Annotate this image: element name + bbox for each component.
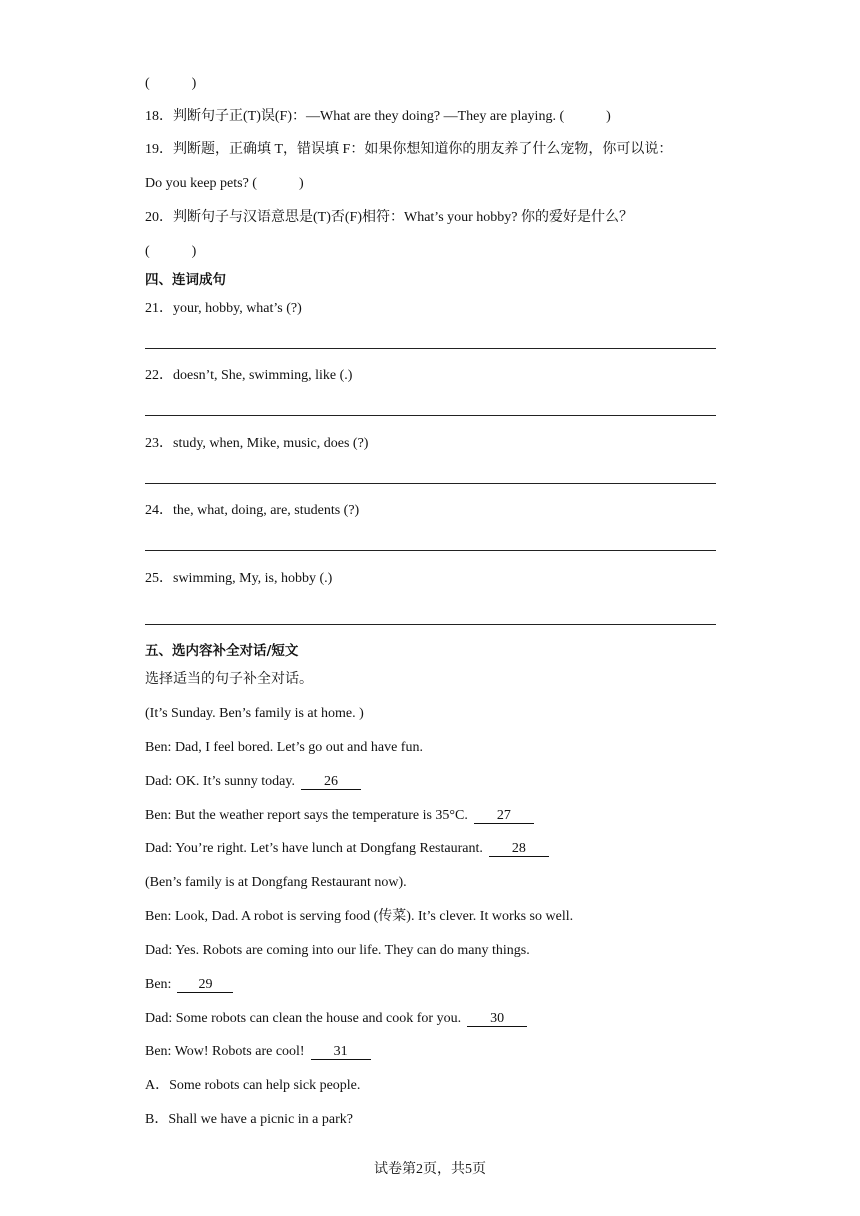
option-a: A．Some robots can help sick people. [145,1078,361,1093]
question-24: 24．the, what, doing, are, students (?) [145,503,360,518]
section-5-title: 五、选内容补全对话/短文 [145,643,299,659]
dialogue-line [145,739,423,757]
blank-27[interactable]: 27 [474,808,534,824]
dialogue-text: Dad: Yes. Robots are coming into our life. They can do many things. [145,943,530,958]
dialogue-text: Dad: OK. It’s sunny today. [145,774,295,789]
dialogue-text: Ben: But the weather report says the temperature is 35°C. [145,808,468,823]
section-4-title: 四、连词成句 [145,272,226,288]
dialogue-text: Ben: Look, Dad. A robot is serving food (传菜). It’s clever. It works so well. [145,909,574,924]
page-footer: 试卷第2页，共5页 [374,1162,486,1177]
dialogue-line [145,908,573,926]
question-20-line-2: ( ) [145,244,197,259]
answer-parentheses: ( ) [145,76,197,91]
answer-line-22[interactable] [145,415,716,416]
dialogue-text: Dad: You’re right. Let’s have lunch at Dongfang Restaurant. [145,841,483,856]
question-18: 18．判断句子正(T)误(F)：—What are they doing? —They are playing. ( ) [145,109,611,124]
question-23: 23．study, when, Mike, music, does (?) [145,436,369,451]
question-19-line-1: 19．判断题，正确填 T，错误填 F：如果你想知道你的朋友养了什么宠物，你可以说： [145,142,673,157]
option-b: B．Shall we have a picnic in a park? [145,1112,353,1127]
answer-line-23[interactable] [145,483,716,484]
dialogue-text: Ben: Dad, I feel bored. Let’s go out and have fun. [145,740,423,755]
dialogue-text: (Ben’s family is at Dongfang Restaurant now). [145,875,407,890]
dialogue-line [145,942,530,960]
dialogue-line [145,1010,527,1028]
dialogue-text: Ben: [145,977,172,992]
answer-line-24[interactable] [145,550,716,551]
blank-28[interactable]: 28 [489,841,549,857]
question-20-line-1: 20．判断句子与汉语意思是(T)否(F)相符：What’s your hobby? 你的爱好是什么？ [145,210,634,225]
question-19-line-2: Do you keep pets? ( ) [145,176,304,191]
question-22: 22．doesn’t, She, swimming, like (.) [145,368,353,383]
dialogue-text: (It’s Sunday. Ben’s family is at home. ) [145,706,364,721]
section-5-instruction: 选择适当的句子补全对话。 [145,672,313,687]
dialogue-text: Ben: Wow! Robots are cool! [145,1044,305,1059]
question-25: 25．swimming, My, is, hobby (.) [145,571,333,586]
blank-26[interactable]: 26 [301,774,361,790]
blank-31[interactable]: 31 [311,1044,371,1060]
dialogue-text: Dad: Some robots can clean the house and cook for you. [145,1011,462,1026]
blank-30[interactable]: 30 [467,1011,527,1027]
dialogue-line [145,976,233,994]
dialogue-line-scene [145,705,364,723]
dialogue-line [145,773,361,791]
dialogue-line [145,1043,371,1061]
answer-line-21[interactable] [145,348,716,349]
question-21: 21．your, hobby, what’s (?) [145,301,302,316]
blank-29[interactable]: 29 [177,977,233,993]
dialogue-line [145,840,549,858]
answer-line-25[interactable] [145,624,716,625]
dialogue-line [145,807,534,825]
dialogue-line-scene [145,874,407,892]
